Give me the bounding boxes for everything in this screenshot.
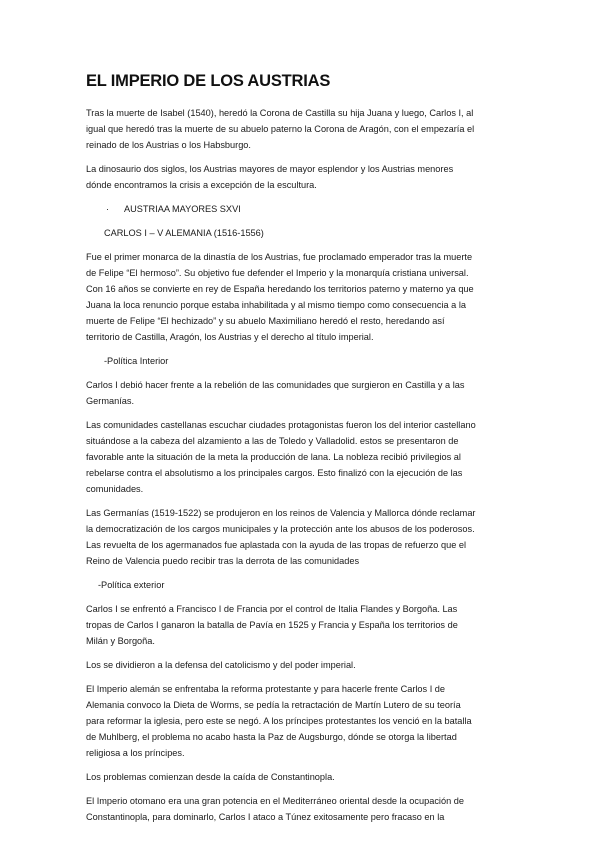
- text-line: Los problemas comienzan desde la caída de Constantinopla.: [86, 772, 335, 782]
- text-line: Las comunidades castellanas escuchar ciudades protagonistas fueron los del interior castellano: [86, 420, 476, 430]
- text-line: Fue el primer monarca de la dinastía de los Austrias, fue proclamado emperador tras la muerte: [86, 252, 473, 262]
- section-heading-politica-interior: -Política Interior: [104, 356, 169, 366]
- text-line: situándose a la cabeza del alzamiento a las de Toledo y Valladolid. estos se presentaron de: [86, 436, 459, 446]
- text-line: Carlos I se enfrentó a Francisco I de Francia por el control de Italia Flandes y Borgoña. Las: [86, 604, 458, 614]
- text-line: comunidades.: [86, 484, 144, 494]
- dynasty-paragraph: [86, 161, 516, 193]
- text-line: rebelarse contra el absolutismo a los principales cargos. Esto finalizó con la ejecución de las: [86, 468, 463, 478]
- text-line: El Imperio alemán se enfrentaba la reforma protestante y para hacerle frente Carlos I de: [86, 684, 446, 694]
- carlos-paragraph: [86, 249, 516, 345]
- text-line: Con 16 años se convierte en rey de España heredando los territorios paterno y materno ya que: [86, 284, 474, 294]
- reforma-paragraph: [86, 681, 516, 761]
- otomano-paragraph: [86, 793, 516, 825]
- text-line: Las revuelta de los agermanados fue aplastada con la ayuda de las tropas de refuerzo que el: [86, 540, 467, 550]
- text-line: de Felipe “El hermoso”. Su objetivo fue defender el Imperio y la monarquía cristiana universal.: [86, 268, 469, 278]
- text-line: religiosa a los príncipes.: [86, 748, 185, 758]
- bullet-icon: ·: [106, 204, 110, 214]
- text-line: muerte de Felipe “El hechizado” y su abuelo Maximiliano heredó el resto, heredando así: [86, 316, 445, 326]
- text-line: Tras la muerte de Isabel (1540), heredó la Corona de Castilla su hija Juana y luego, Carlos I, al: [86, 108, 474, 118]
- text-line: Reino de Valencia puedo recibir tras la derrota de las comunidades: [86, 556, 360, 566]
- bullet-item: [86, 201, 516, 217]
- section-heading-politica-exterior: -Política exterior: [98, 580, 165, 590]
- text-line: territorio de Castilla, Aragón, los Austrias y el derecho al título imperial.: [86, 332, 374, 342]
- constantinopla-paragraph: [86, 769, 516, 785]
- page-title: EL IMPERIO DE LOS AUSTRIAS: [86, 72, 331, 90]
- text-line: reinado de los Austrias o los Habsburgo.: [86, 140, 251, 150]
- text-line: Milán y Borgoña.: [86, 636, 155, 646]
- text-line: dónde encontramos la crisis a excepción de la escultura.: [86, 180, 317, 190]
- francia-paragraph: [86, 601, 516, 649]
- document-content: [86, 72, 516, 833]
- text-line: Juana la loca renuncio porque estaba inhabilitada y al mismo tiempo como consecuencia a la: [86, 300, 466, 310]
- text-line: Alemania convoco la Dieta de Worms, se pedía la retractación de Martín Lutero de su teoría: [86, 700, 461, 710]
- bullet-label: AUSTRIAA MAYORES SXVI: [124, 204, 241, 214]
- text-line: Constantinopla, para dominarlo, Carlos I ataco a Túnez exitosamente pero fracaso en la: [86, 812, 445, 822]
- text-line: El Imperio otomano era una gran potencia en el Mediterráneo oriental desde la ocupación de: [86, 796, 464, 806]
- text-line: favorable ante la situación de la meta la producción de lana. La nobleza recibió privilegios al: [86, 452, 461, 462]
- text-line: la democratización de los cargos municipales y la protección ante los abusos de los poderosos.: [86, 524, 475, 534]
- text-line: tropas de Carlos I ganaron la batalla de Pavía en 1525 y Francia y España los territorios de: [86, 620, 458, 630]
- text-line: de Muhlberg, el problema no acabo hasta la Paz de Augsburgo, dónde se otorga la libertad: [86, 732, 457, 742]
- text-line: Carlos I debió hacer frente a la rebelión de las comunidades que surgieron en Castilla y a las: [86, 380, 465, 390]
- text-line: igual que heredó tras la muerte de su abuelo paterno la Corona de Aragón, con el empezaría el: [86, 124, 475, 134]
- rebelion-paragraph: [86, 377, 516, 409]
- germanias-paragraph: [86, 505, 516, 569]
- intro-paragraph: [86, 105, 516, 153]
- text-line: para reformar la iglesia, pero este se negó. A los príncipes protestantes los venció en la batalla: [86, 716, 472, 726]
- text-line: Germanías.: [86, 396, 134, 406]
- comunidades-paragraph: [86, 417, 516, 497]
- section-heading-carlos: CARLOS I – V ALEMANIA (1516-1556): [104, 228, 264, 238]
- text-line: La dinosaurio dos siglos, los Austrias mayores de mayor esplendor y los Austrias menores: [86, 164, 454, 174]
- text-line: Los se dividieron a la defensa del catolicismo y del poder imperial.: [86, 660, 356, 670]
- text-line: Las Germanías (1519-1522) se produjeron en los reinos de Valencia y Mallorca dónde reclamar: [86, 508, 476, 518]
- catolicismo-paragraph: [86, 657, 516, 673]
